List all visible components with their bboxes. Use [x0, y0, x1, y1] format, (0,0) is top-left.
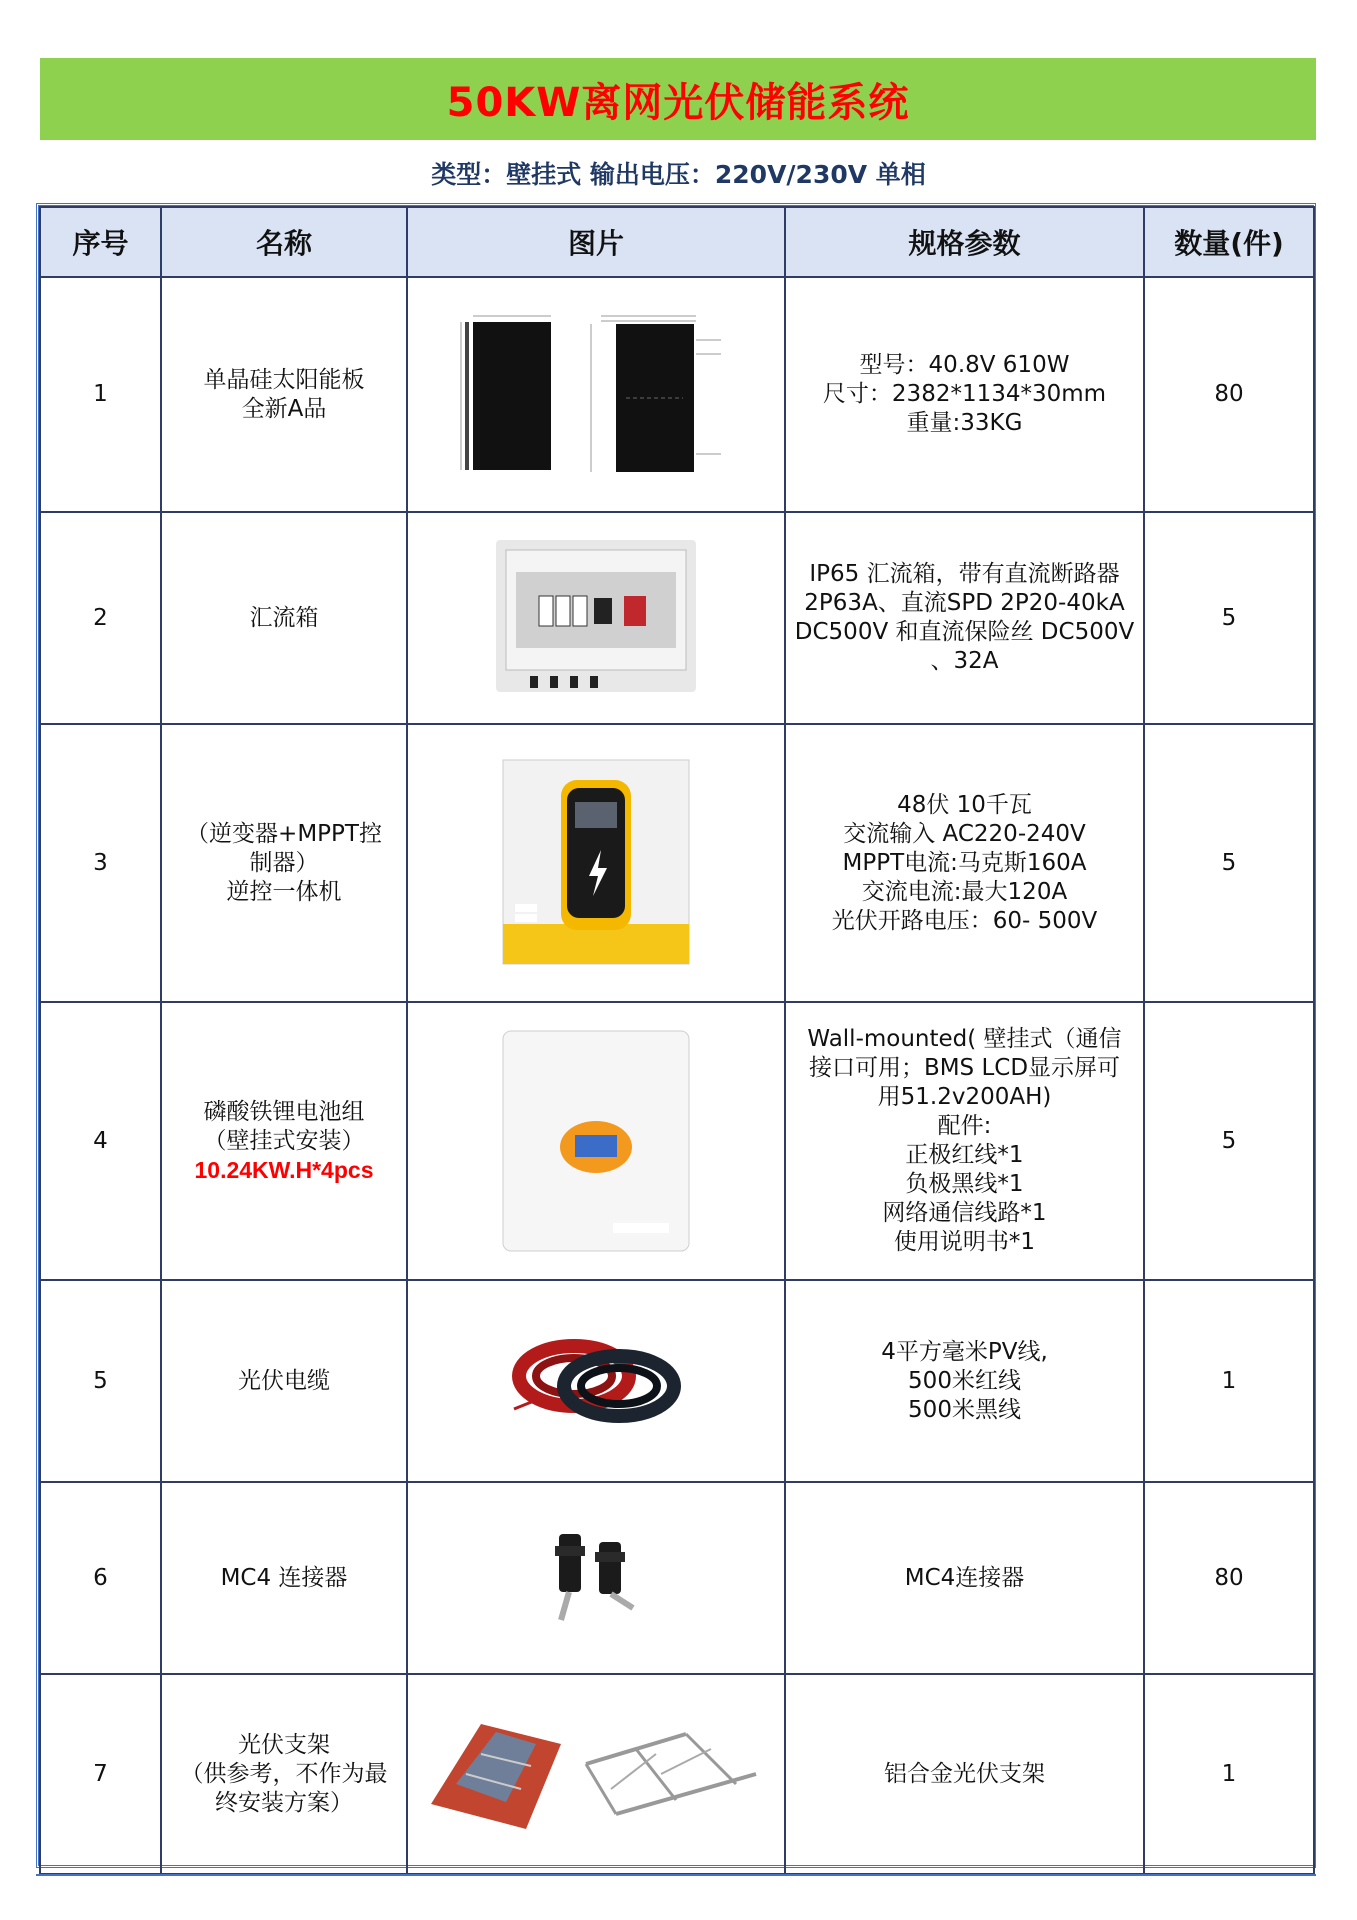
name-line: 逆控一体机	[226, 878, 342, 905]
row-name	[161, 1280, 407, 1482]
spec-line: 交流电流:最大120A	[861, 878, 1068, 905]
row-name	[161, 1674, 407, 1874]
row-image	[407, 512, 785, 724]
row-qty: 5	[1144, 512, 1314, 724]
spec-line: 重量:33KG	[906, 410, 1023, 436]
name-line: （供参考，不作为最	[180, 1760, 388, 1787]
table-row	[40, 1002, 1314, 1280]
name-line: （逆变器+MPPT控	[186, 820, 382, 847]
row-name	[161, 1002, 407, 1280]
header-qty: 数量(件)	[1144, 207, 1314, 277]
row-spec	[785, 512, 1144, 724]
spec-line: 铝合金光伏支架	[884, 1760, 1045, 1787]
header-image: 图片	[407, 207, 785, 277]
name-line: 磷酸铁锂电池组	[203, 1098, 365, 1125]
table-row	[40, 277, 1314, 512]
product-table	[36, 203, 1316, 1868]
spec-line: 500米黑线	[908, 1396, 1021, 1423]
row-qty: 80	[1144, 1482, 1314, 1674]
pv-cable-image	[509, 1331, 684, 1431]
row-name	[161, 512, 407, 724]
spec-line: 接口可用；BMS LCD显示屏可	[808, 1055, 1121, 1081]
name-line: 光伏支架	[238, 1731, 330, 1758]
row-spec	[785, 1674, 1144, 1874]
row-qty: 5	[1144, 724, 1314, 1002]
combiner-box-image	[494, 538, 699, 698]
spec-line: 4平方毫米PV线,	[881, 1338, 1048, 1365]
spec-line: 、32A	[930, 648, 999, 674]
battery-image	[501, 1029, 691, 1254]
row-image	[407, 1674, 785, 1874]
solar-panel-drawing-image	[451, 310, 741, 480]
spec-line: 500米红线	[908, 1367, 1021, 1394]
row-number: 1	[40, 277, 161, 512]
battery-capacity-note: 10.24KW.H*4pcs	[194, 1156, 374, 1183]
row-number: 4	[40, 1002, 161, 1280]
row-number: 2	[40, 512, 161, 724]
row-spec	[785, 277, 1144, 512]
spec-line: 网络通信线路*1	[882, 1200, 1047, 1226]
row-qty: 1	[1144, 1280, 1314, 1482]
spec-line: 配件:	[937, 1113, 992, 1139]
row-number: 5	[40, 1280, 161, 1482]
spec-line: Wall-mounted( 壁挂式（通信	[807, 1026, 1122, 1052]
row-spec	[785, 724, 1144, 1002]
name-line: 汇流箱	[249, 604, 319, 631]
pv-bracket-image	[426, 1714, 766, 1834]
row-name	[161, 277, 407, 512]
spec-line: MC4连接器	[904, 1564, 1025, 1591]
mc4-connector-image	[531, 1528, 661, 1628]
row-qty: 5	[1144, 1002, 1314, 1280]
spec-line: 2P63A、直流SPD 2P20-40kA	[804, 590, 1125, 616]
header-spec: 规格参数	[785, 207, 1144, 277]
spec-line: 使用说明书*1	[893, 1229, 1036, 1255]
table-header-row	[40, 207, 1314, 277]
name-line: 制器）	[249, 849, 319, 876]
row-name	[161, 1482, 407, 1674]
bottom-rule	[36, 1874, 1316, 1876]
name-line: MC4 连接器	[220, 1564, 348, 1591]
row-number: 3	[40, 724, 161, 1002]
spec-line: DC500V 和直流保险丝 DC500V	[794, 619, 1135, 645]
title-banner	[40, 58, 1316, 140]
row-spec	[785, 1002, 1144, 1280]
row-image	[407, 277, 785, 512]
table-row	[40, 1674, 1314, 1874]
row-number: 7	[40, 1674, 161, 1874]
row-spec	[785, 1482, 1144, 1674]
name-line: 光伏电缆	[238, 1367, 330, 1394]
spec-line: 用51.2v200AH)	[877, 1084, 1052, 1110]
spec-line: MPPT电流:马克斯160A	[842, 849, 1087, 876]
row-image	[407, 1280, 785, 1482]
spec-line: 光伏开路电压：60- 500V	[831, 907, 1098, 934]
name-line: 终安装方案）	[215, 1789, 353, 1816]
spec-line: 正极红线*1	[905, 1142, 1024, 1168]
row-name	[161, 724, 407, 1002]
spec-line: IP65 汇流箱，带有直流断路器	[809, 561, 1120, 587]
table-row	[40, 512, 1314, 724]
table-row	[40, 724, 1314, 1002]
row-image	[407, 724, 785, 1002]
spec-line: 48伏 10千瓦	[897, 791, 1032, 818]
header-name: 名称	[161, 207, 407, 277]
name-line: 单晶硅太阳能板	[203, 366, 365, 393]
name-line: 全新A品	[241, 395, 327, 422]
spec-line: 尺寸：2382*1134*30mm	[822, 381, 1107, 407]
row-spec	[785, 1280, 1144, 1482]
page-title: 50KW离网光伏储能系统	[446, 79, 910, 126]
page-subtitle: 类型：壁挂式 输出电压：220V/230V 单相	[431, 160, 926, 189]
spec-line: 交流输入 AC220-240V	[843, 820, 1086, 847]
row-image	[407, 1482, 785, 1674]
inverter-image	[501, 758, 691, 968]
table-row	[40, 1280, 1314, 1482]
spec-line: 负极黑线*1	[905, 1171, 1024, 1197]
row-number: 6	[40, 1482, 161, 1674]
row-qty: 80	[1144, 277, 1314, 512]
row-qty: 1	[1144, 1674, 1314, 1874]
name-line: （壁挂式安装）	[203, 1127, 365, 1154]
row-image	[407, 1002, 785, 1280]
table-row	[40, 1482, 1314, 1674]
spec-line: 型号：40.8V 610W	[859, 352, 1070, 378]
header-no: 序号	[40, 207, 161, 277]
